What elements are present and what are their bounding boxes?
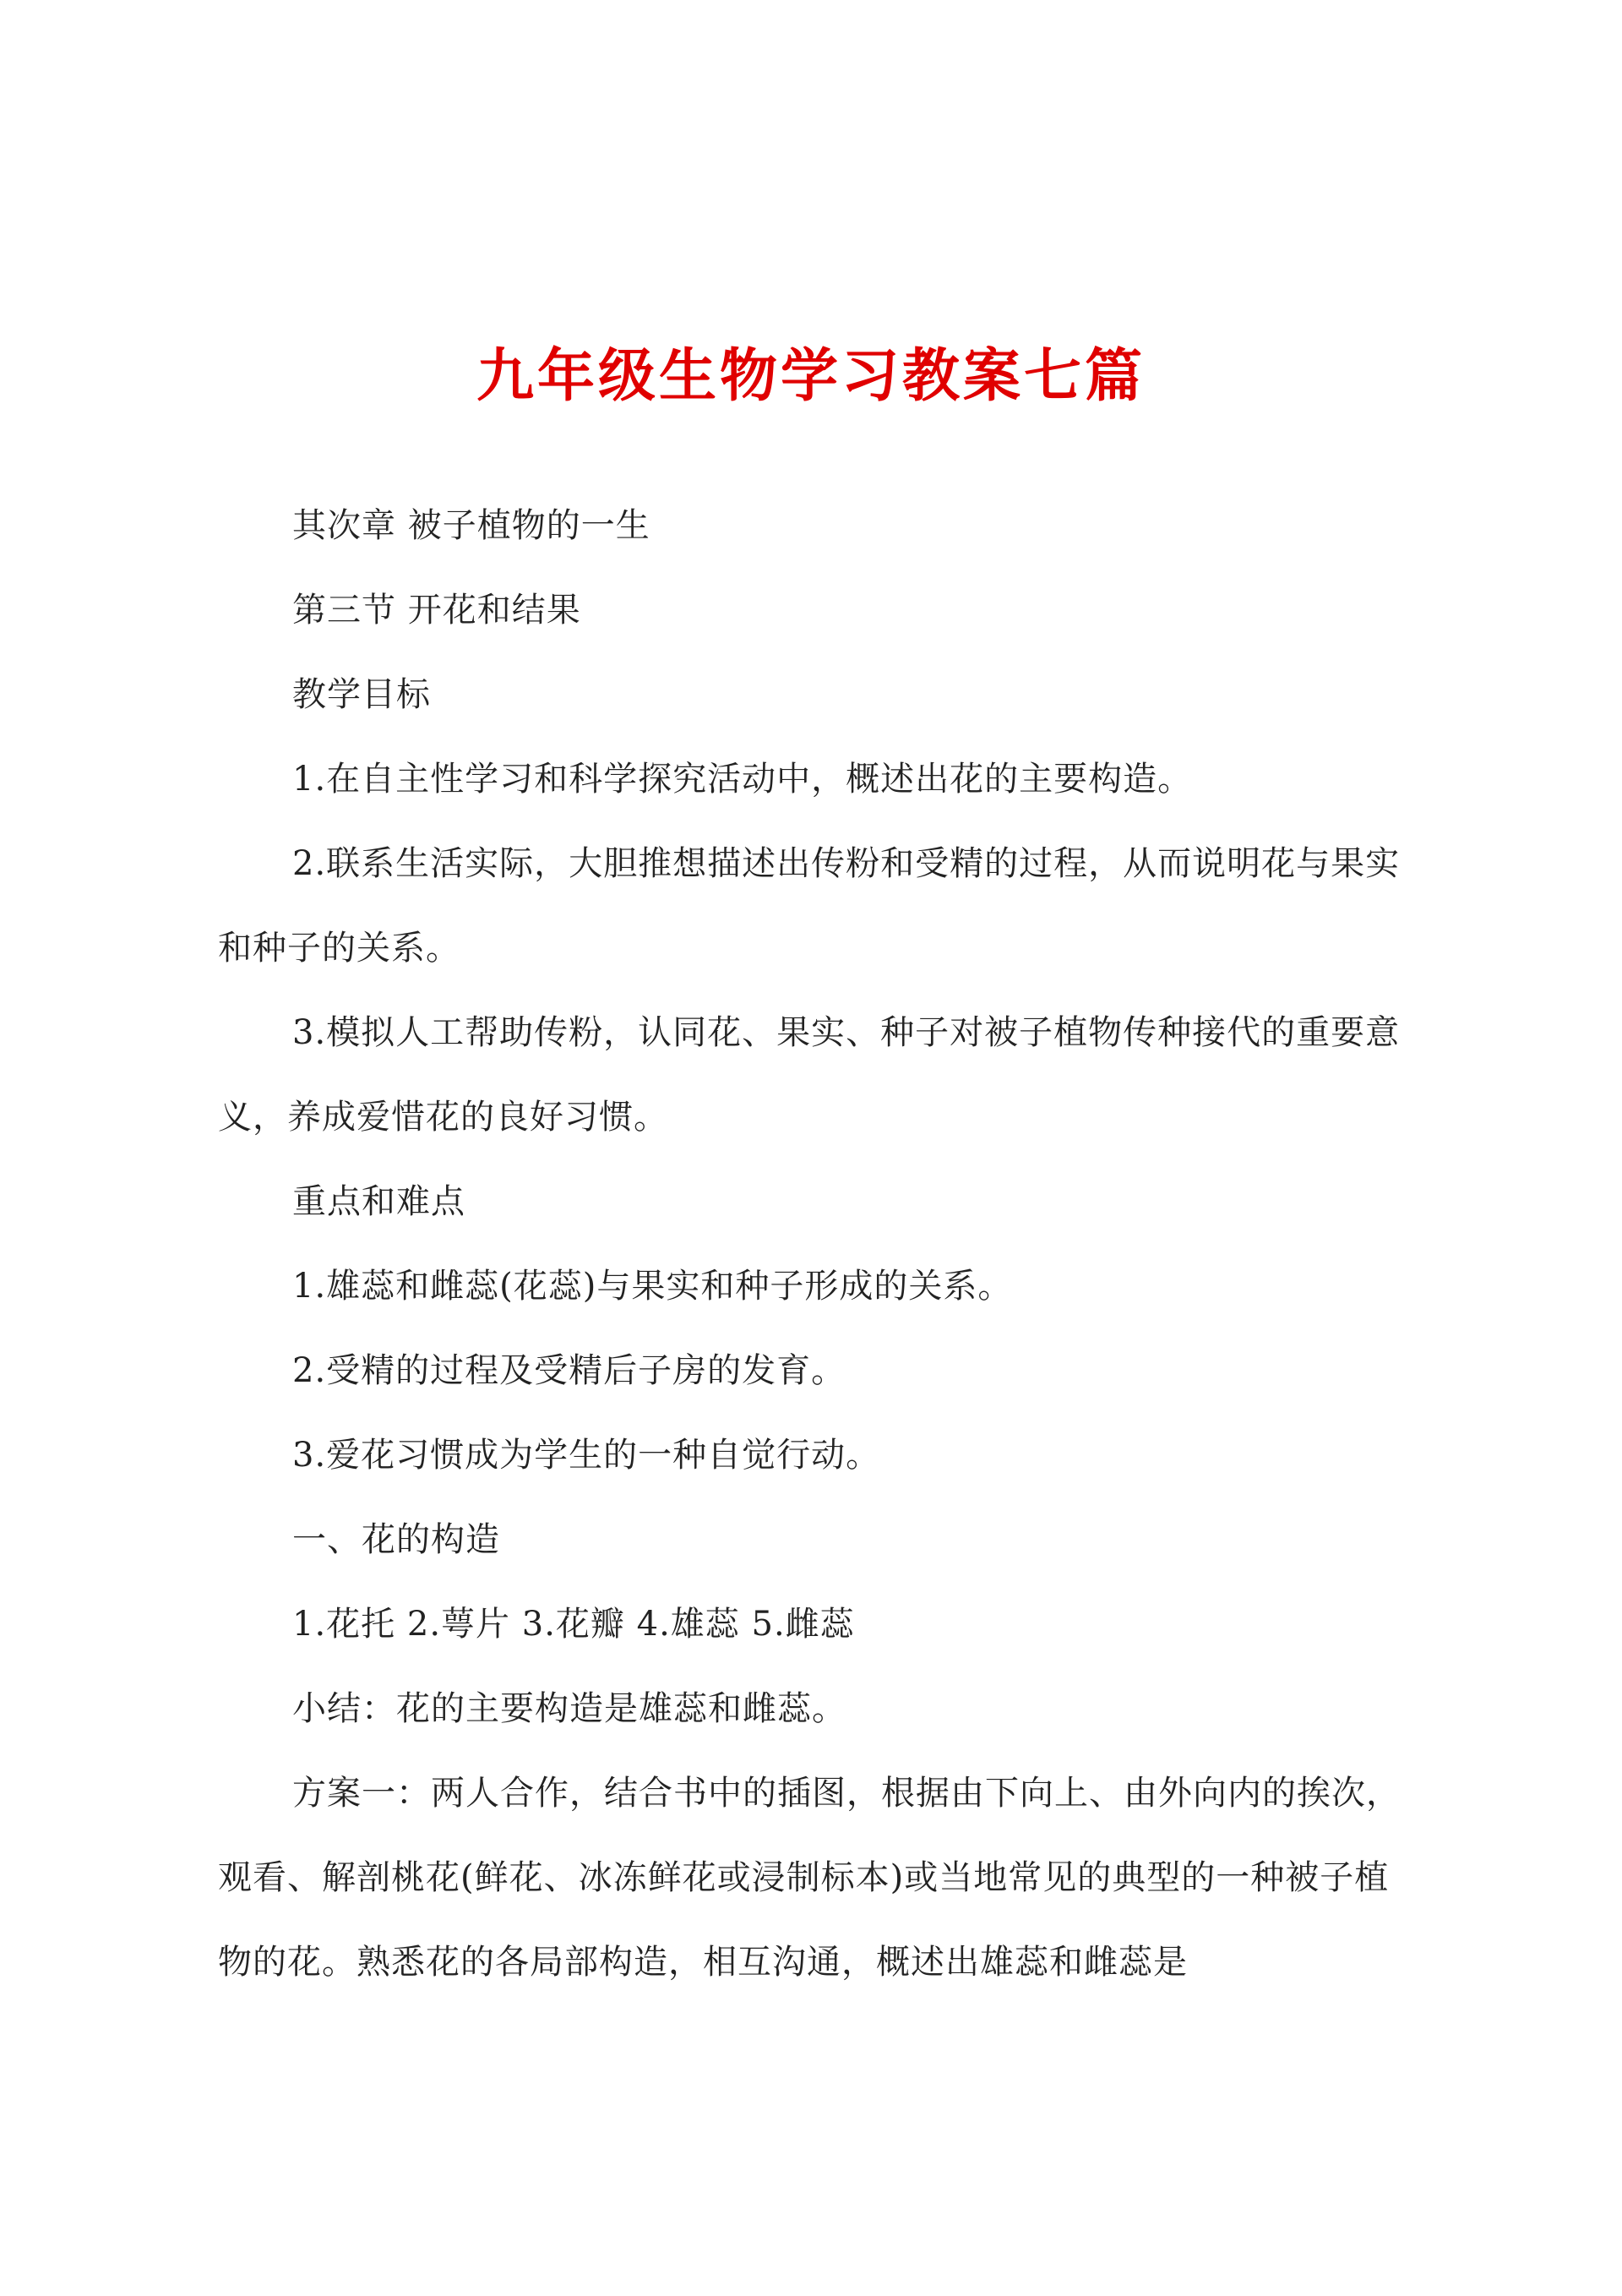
summary: 小结：花的主要构造是雄蕊和雌蕊。	[292, 1689, 846, 1728]
key-point-2: 2.受精的过程及受精后子房的发育。	[292, 1351, 846, 1390]
part-1-heading: 一、花的构造	[292, 1520, 500, 1559]
chapter-heading: 其次章 被子植物的一生	[292, 506, 650, 545]
key-point-1: 1.雄蕊和雌蕊(花蕊)与果实和种子形成的关系。	[292, 1267, 1013, 1306]
key-point-3: 3.爱花习惯成为学生的一种自觉行动。	[292, 1436, 881, 1475]
objective-3: 3.模拟人工帮助传粉，认同花、果实、种子对被子植物传种接代的重要意义，养成爱惜花的良好习惯。	[218, 1013, 1401, 1137]
objective-1: 1.在自主性学习和科学探究活动中，概述出花的主要构造。	[292, 760, 1193, 799]
section-heading: 第三节 开花和结果	[292, 591, 581, 630]
document-body	[218, 483, 1418, 2004]
document-title: 九年级生物学习教案七篇	[476, 342, 1146, 410]
objective-2: 2.联系生活实际，大胆推想描述出传粉和受精的过程，从而说明花与果实和种子的关系。	[218, 844, 1401, 968]
plan-one: 方案一：两人合作，结合书中的插图，根据由下向上、由外向内的挨次，观看、解剖桃花(鲜花、冰冻鲜花或浸制标本)或当地常见的典型的一种被子植物的花。熟悉花的各局部构造，相互沟通，概述出雄蕊和雌蕊是	[218, 1774, 1401, 1982]
flower-parts-list: 1.花托 2.萼片 3.花瓣 4.雄蕊 5.雌蕊	[292, 1605, 855, 1644]
key-points-heading: 重点和难点	[292, 1182, 465, 1221]
objectives-heading: 教学目标	[292, 675, 431, 714]
